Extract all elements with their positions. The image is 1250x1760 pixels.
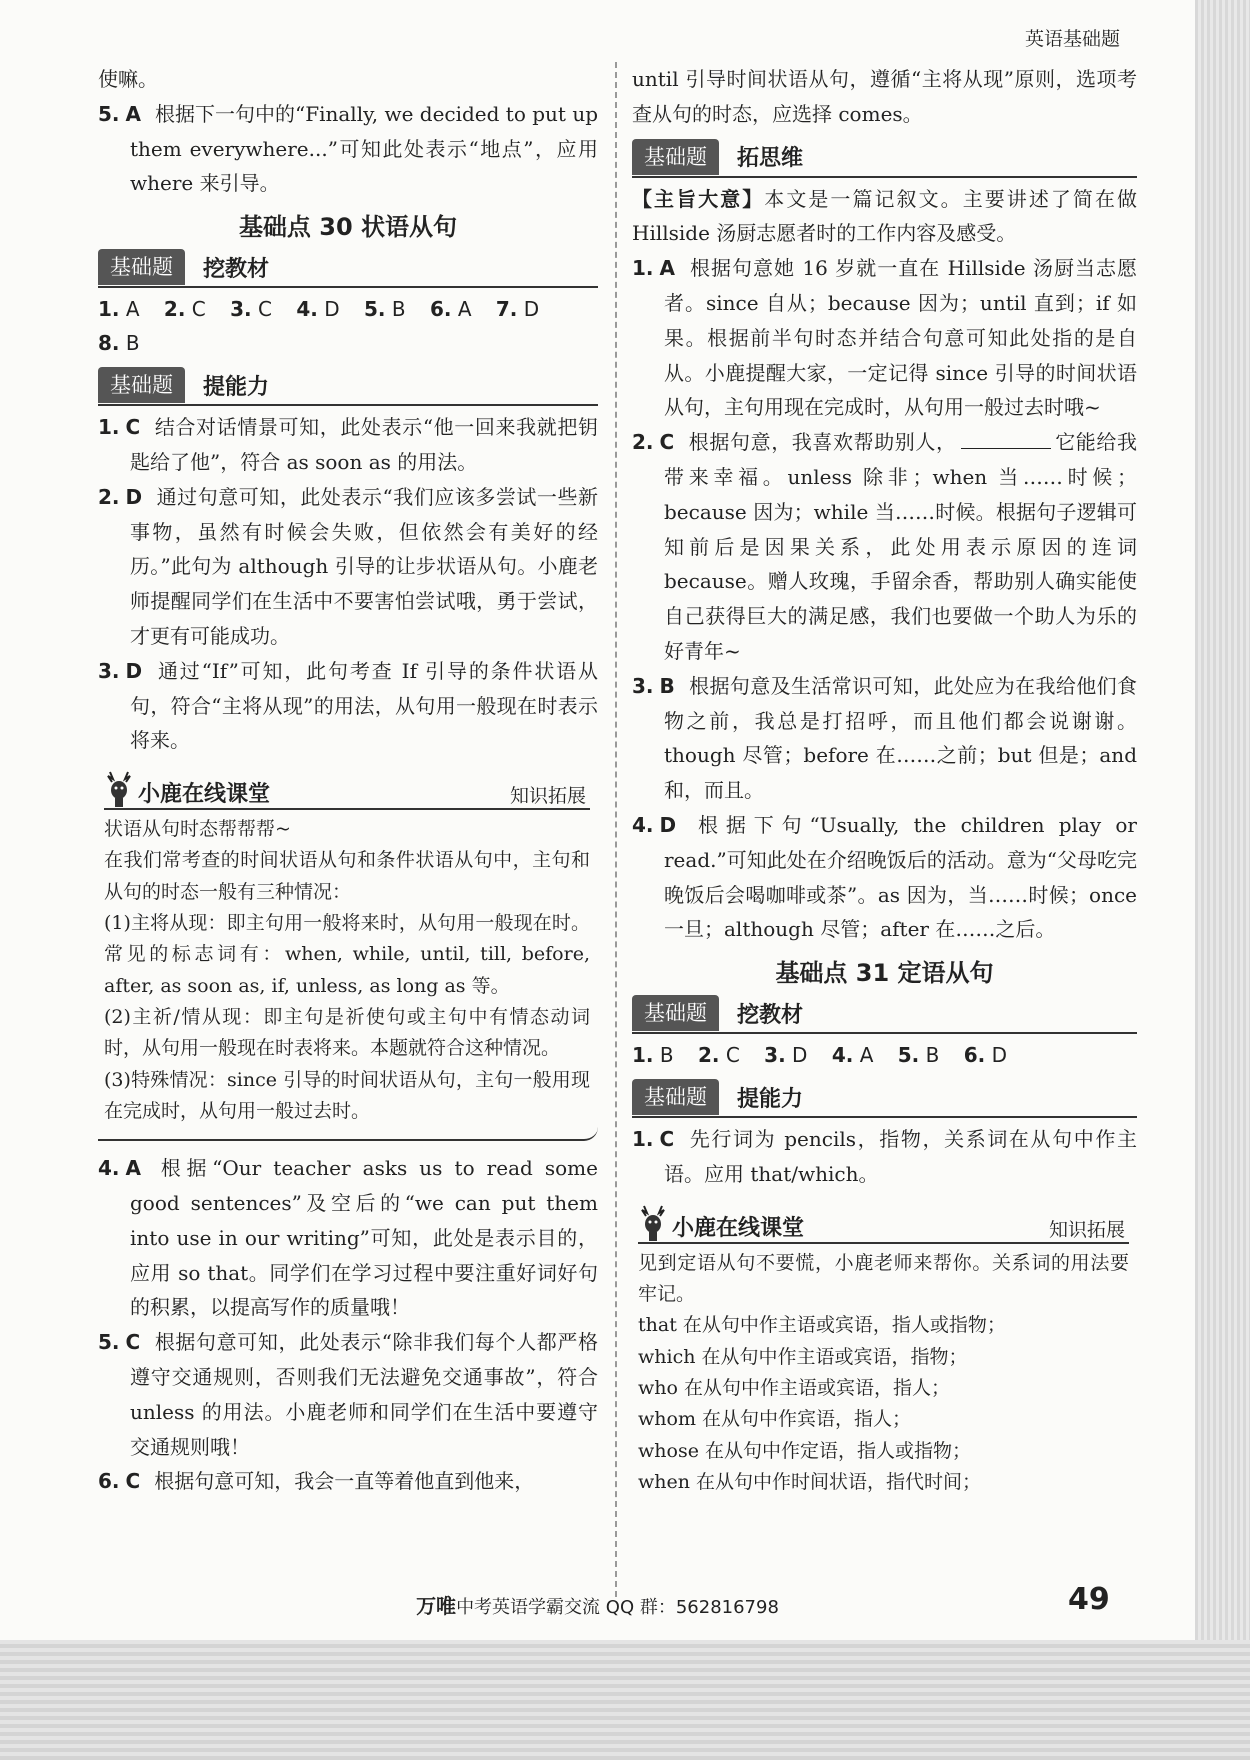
answer-item: 2. C 根据句意，我喜欢帮助别人， 它能给我带来幸福。unless 除非；when 当……时候；because 因为；while 当……时候。根据句子逻辑可知前后是因果关系，此处用表示原因的连词 because。赠人玫瑰，手留余香，帮助别人确实能使自己获得巨大的满足感，我们也要做一个助人为乐的好青年~	[632, 430, 1138, 663]
box-line: which 在从句中作主语或宾语，指物；	[638, 1345, 968, 1368]
section-band	[98, 366, 598, 406]
answer-item: 2. D 通过句意可知，此处表示“我们应该多尝试一些新事物，虽然有时候会失败，但依然会有美好的经历。”此句为 although 引导的让步状语从句。小鹿老师提醒同学们在生活中不要害怕尝试哦，勇于尝试，才更有可能成功。	[98, 484, 598, 648]
answer-item: 5. C 根据句意可知，此处表示“除非我们每个人都严格遵守交通规则，否则我们无法避免交通事故”，符合 unless 的用法。小鹿老师和同学们在生活中要遵守交通规则哦！	[98, 1330, 598, 1459]
section-title-30: 基础点 30 状语从句	[238, 213, 458, 242]
answer-item: 4. D 根据下句“Usually, the children play or read.”可知此处在介绍晚饭后的活动。意为“父母吃完晚饭后会喝咖啡或茶”。as 因为，当……时候；once 一旦；although 尽管；after 在……之后。	[632, 812, 1137, 942]
box-line: (3)特殊情况：since 引导的时间状语从句，主句一般用现在完成时，从句用一般过去时。	[104, 1068, 590, 1122]
summary: 【主旨大意】本文是一篇记叙文。主要讲述了简在做 Hillside 汤厨志愿者时的工作内容及感受。	[632, 186, 1138, 246]
knowledge-box-header	[638, 1198, 1129, 1244]
continued-text: 使嘛。	[98, 67, 158, 91]
knowledge-box-tag: 知识拓展	[1048, 1218, 1125, 1241]
band-badge: 基础题	[98, 367, 185, 403]
box-line: (1)主将从现：即主句用一般将来时，从句用一般现在时。常见的标志词有：when, while, until, till, before, after, as soon as, if, unless, as long as 等。	[104, 912, 590, 997]
section-band	[632, 1078, 1137, 1118]
knowledge-box-header	[104, 764, 590, 810]
band-title: 提能力	[203, 374, 270, 400]
column-divider	[615, 62, 617, 1597]
box-line: (2)主祈/情从现：即主句是祈使句或主句中有情态动词时，从句用一般现在时表将来。本题就符合这种情况。	[104, 1005, 590, 1060]
box-line: 状语从句时态帮帮帮~	[104, 818, 291, 841]
band-title: 提能力	[737, 1086, 804, 1112]
knowledge-box-title: 小鹿在线课堂	[672, 1215, 805, 1241]
box-line: whose 在从句中作定语，指人或指物；	[638, 1439, 971, 1462]
left-column	[98, 62, 598, 1499]
answer-item	[98, 97, 598, 201]
band-badge: 基础题	[98, 249, 185, 285]
box-line: 在我们常考查的时间状语从句和条件状语从句中，主句和从句的时态一般有三种情况：	[104, 849, 590, 903]
continued-text: until 引导时间状语从句，遵循“主将从现”原则，选项考查从句的时态，应选择 comes。	[632, 67, 1137, 126]
box-line: who 在从句中作主语或宾语，指人；	[638, 1376, 950, 1399]
knowledge-box-title: 小鹿在线课堂	[138, 782, 271, 808]
knowledge-box-tag: 知识拓展	[509, 785, 586, 808]
answer-item: 1. C 先行词为 pencils，指物，关系词在从句中作主语。应用 that/which。	[632, 1127, 1137, 1186]
item-answer: A	[125, 101, 141, 126]
box-line: whom 在从句中作宾语，指人；	[638, 1408, 911, 1431]
footer	[0, 1590, 1195, 1619]
section-band	[632, 138, 1137, 178]
band-badge: 基础题	[632, 995, 719, 1031]
answer-item: 1. A 根据句意她 16 岁就一直在 Hillside 汤厨当志愿者。since 自从；because 因为；until 直到；if 如果。根据前半句时态并结合句意可知此处指的是自从。小鹿提醒大家，一定记得 since 引导的时间状语从句，主句用现在完成时，从句用一般过去时哦~	[632, 256, 1137, 420]
item-number: 5.	[98, 101, 120, 126]
fill-blank	[961, 430, 1051, 449]
answer-item: 1. C 结合对话情景可知，此处表示“他一回来我就把钥匙给了他”，符合 as soon as 的用法。	[98, 415, 598, 474]
band-badge: 基础题	[632, 1079, 719, 1115]
answer-key: 1. B 2. C 3. D 4. A 5. B 6. D	[632, 1043, 1007, 1068]
box-line: 见到定语从句不要慌，小鹿老师来帮你。关系词的用法要牢记。	[638, 1251, 1129, 1306]
section-band	[632, 994, 1137, 1034]
answer-item: 6. C 根据句意可知，我会一直等着他直到他来，	[98, 1469, 535, 1494]
brand-logo: 万唯	[416, 1594, 457, 1618]
box-line: that 在从句中作主语或宾语，指人或指物；	[638, 1314, 1006, 1337]
answer-item: 4. A 根据“Our teacher asks us to read some good sentences”及空后的“we can put them into use in our writing”可知，此处是表示目的，应用 so that。同学们在学习过程中要注重好词好句的积累，以提高写作的质量哦！	[98, 1156, 598, 1320]
band-title: 挖教材	[203, 256, 270, 282]
item-explanation: 根据下一句中的“Finally, we decided to put up them everywhere...”可知此处表示“地点”，应用 where 来引导。	[130, 101, 598, 196]
deer-icon	[638, 1204, 668, 1242]
running-title: 英语基础题	[1024, 28, 1120, 50]
band-badge: 基础题	[632, 139, 719, 175]
section-band	[98, 248, 598, 288]
knowledge-box	[98, 764, 598, 1141]
band-title: 拓思维	[737, 146, 804, 172]
deer-icon	[104, 770, 134, 808]
footer-text: 中考英语学霸交流 QQ 群：562816798	[456, 1597, 779, 1618]
box-line: when 在从句中作时间状语，指代时间；	[638, 1470, 982, 1493]
right-column	[632, 62, 1137, 1520]
page-bottom-margin	[0, 1640, 1250, 1760]
knowledge-box	[632, 1198, 1137, 1510]
section-title-31: 基础点 31 定语从句	[775, 959, 994, 988]
answer-key: 1. A 2. C 3. C 4. D 5. B 6. A 7. D 8. B	[98, 297, 540, 356]
answer-item: 3. D 通过“If”可知，此句考查 If 引导的条件状语从句，符合“主将从现”的用法，从句用一般现在时表示将来。	[98, 658, 598, 753]
page-number: 49	[1068, 1582, 1110, 1617]
answer-item: 3. B 根据句意及生活常识可知，此处应为在我给他们食物之前，我总是打招呼，而且他们都会说谢谢。though 尽管；before 在……之前；but 但是；and 和，而且。	[632, 673, 1137, 803]
band-title: 挖教材	[737, 1002, 804, 1028]
page-edge	[1195, 0, 1250, 1760]
